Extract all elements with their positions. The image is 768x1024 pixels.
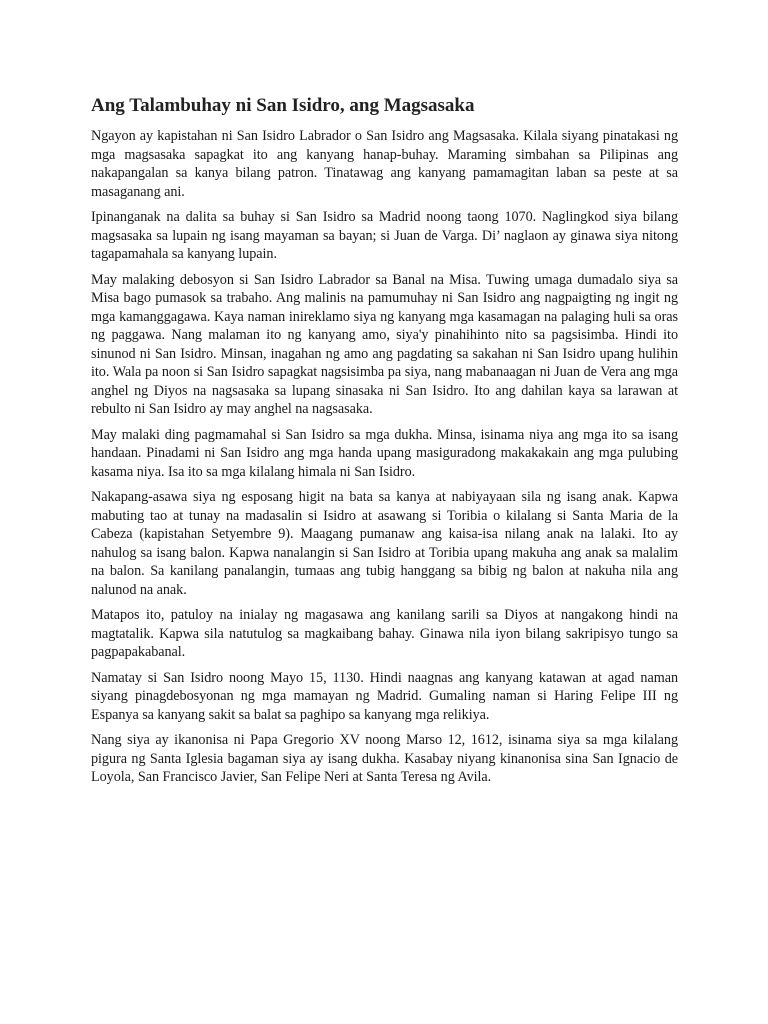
paragraph-7: Namatay si San Isidro noong Mayo 15, 1130. Hindi naagnas ang kanyang katawan at agad naman siyang pinagdebosyonan ng mga mamayan ng Madrid. Gumaling naman si Haring Felipe III ng Espanya sa kanyang sakit sa balat sa paghipo sa kanyang mga relikiya. — [91, 669, 678, 723]
paragraph-5: Nakapang-asawa siya ng esposang higit na bata sa kanya at nabiyayaan sila ng isang anak. Kapwa mabuting tao at tunay na madasalin si Isidro at asawang si Toribia o kilalang si Santa Maria de la Cabeza (kapistahan Setyembre 9). Maagang pumanaw ang kaisa-isa nilang anak na lalaki. Ito ay nahulog sa isang balon. Kapwa nanalangin si San Isidro at Toribia upang makuha ang anak sa malalim na balon. Sa kanilang panalangin, tumaas ang tubig hanggang sa bibig ng balon at nakuha nila ang nalunod na anak. — [91, 489, 678, 598]
document-body — [91, 94, 678, 794]
paragraph-1: Ngayon ay kapistahan ni San Isidro Labrador o San Isidro ang Magsasaka. Kilala siyang pinatakasi ng mga magsasaka sapagkat ito ang kanyang hanap-buhay. Maraming simbahan sa Pilipinas ang nakapangalan sa kanya bilang patron. Tinatawag ang kanyang pamamagitan laban sa peste at sa masaganang ani. — [91, 128, 678, 200]
paragraph-8: Nang siya ay ikanonisa ni Papa Gregorio XV noong Marso 12, 1612, isinama siya sa mga kilalang pigura ng Santa Iglesia bagaman siya ay isang dukha. Kasabay niyang kinanonisa sina San Ignacio de Loyola, San Francisco Javier, San Felipe Neri at Santa Teresa ng Avila. — [91, 732, 678, 785]
document-title: Ang Talambuhay ni San Isidro, ang Magsasaka — [91, 95, 475, 116]
paragraph-2: Ipinanganak na dalita sa buhay si San Isidro sa Madrid noong taong 1070. Naglingkod siya bilang magsasaka sa lupain ng isang mayaman sa bayan; si Juan de Varga. Di’ naglaon ay ginawa siya nitong tagapamahala sa kanyang lupain. — [91, 209, 678, 262]
paragraph-6: Matapos ito, patuloy na inialay ng magasawa ang kanilang sarili sa Diyos at nangakong hindi na magtatalik. Kapwa sila natutulog sa magkaibang bahay. Ginawa nila iyon bilang sakripisyo tungo sa pagpapakabanal. — [91, 607, 678, 660]
paragraph-4: May malaki ding pagmamahal si San Isidro sa mga dukha. Minsa, isinama niya ang mga ito sa isang handaan. Pinadami ni San Isidro ang mga handa upang masiguradong makakakain ang mga pulubing kasama niya. Isa ito sa mga kilalang himala ni San Isidro. — [91, 426, 678, 480]
paragraph-3: May malaking debosyon si San Isidro Labrador sa Banal na Misa. Tuwing umaga dumadalo siya sa Misa bago pumasok sa trabaho. Ang malinis na pamumuhay ni San Isidro ang nagpaigting ng ingit ng mga kamanggagawa. Kaya naman inireklamo siya ng kanyang mga kasamagan na palaging huli sa oras ng paggawa. Nang malaman ito ng kanyang amo, siya'y pinahihinto nito sa pagsisimba. Hindi ito sinunod ni San Isidro. Minsan, inagahan ng amo ang pagdating sa sakahan ni San Isidro upang hulihin ito. Wala pa noon si San Isidro sapagkat nagsisimba pa siya, nang mabanaagan ni Juan de Vera ang mga anghel ng Diyos na nagsasaka sa lupang sinasaka ni San Isidro. Ito ang dahilan kaya sa larawan at rebulto ni San Isidro ay may anghel na nagsasaka. — [91, 271, 678, 417]
